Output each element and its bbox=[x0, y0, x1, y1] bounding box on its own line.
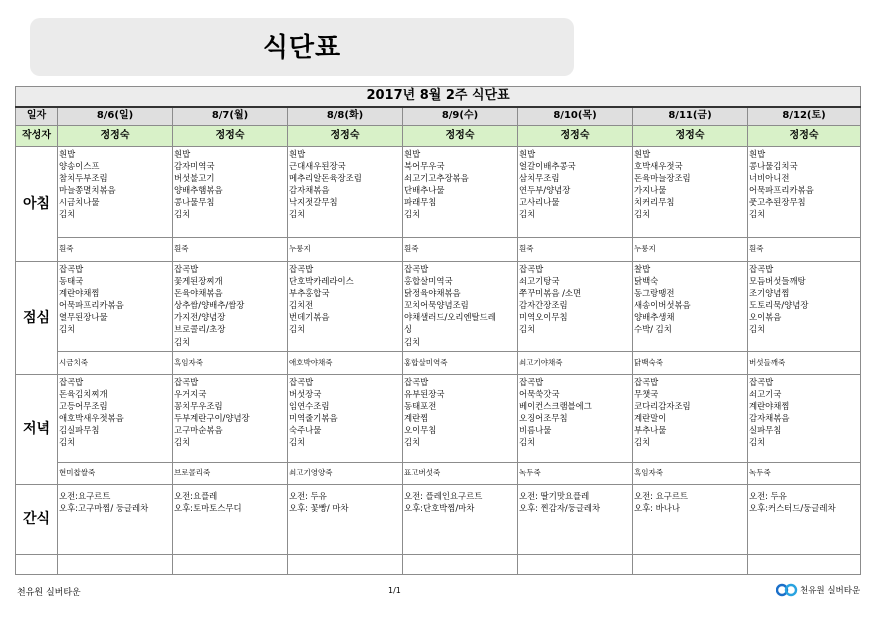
menu-item: 치커리무침 bbox=[634, 197, 675, 208]
empty-cell bbox=[288, 555, 403, 575]
menu-item: 부추나물 bbox=[634, 425, 667, 436]
menu-item: 시금치나물 bbox=[59, 197, 100, 208]
menu-item: 연두부/양념장 bbox=[519, 185, 571, 196]
day-header: 8/11(금) bbox=[633, 107, 748, 126]
menu-item: 오이무침 bbox=[404, 425, 437, 436]
menu-item: 쇠고기탕국 bbox=[519, 276, 560, 287]
writer-name: 정정숙 bbox=[403, 126, 518, 147]
menu-item: 김치 bbox=[749, 437, 766, 448]
writer-name: 정정숙 bbox=[633, 126, 748, 147]
menu-item: 찰밥 bbox=[634, 264, 651, 274]
menu-item: 계란야채찜 bbox=[59, 288, 100, 299]
menu-item: 근대새우된장국 bbox=[289, 161, 346, 172]
menu-cell bbox=[173, 375, 288, 463]
menu-item: 계란말이 bbox=[634, 413, 667, 424]
writer-name: 정정숙 bbox=[748, 126, 861, 147]
menu-item: 얼갈이배추콩국 bbox=[519, 161, 576, 172]
menu-item: 꽃게된장찌개 bbox=[174, 276, 223, 287]
menu-item: 양배추생채 bbox=[634, 312, 675, 323]
snack-cell bbox=[173, 485, 288, 555]
menu-item: 어묵쑥갓국 bbox=[519, 389, 560, 400]
menu-item: 김치 bbox=[404, 336, 421, 347]
menu-item: 고구마순볶음 bbox=[174, 425, 223, 436]
menu-item: 김치 bbox=[174, 437, 191, 448]
menu-item: 잡곡밥 bbox=[634, 377, 659, 387]
page-title-box bbox=[30, 18, 574, 76]
porridge-cell: 현미찹쌀죽 bbox=[58, 463, 173, 485]
menu-item: 양배추햄볶음 bbox=[174, 185, 223, 196]
menu-item: 두부계란구이/양념장 bbox=[174, 413, 250, 424]
porridge-cell: 닭백숙죽 bbox=[633, 352, 748, 375]
menu-item: 콩나물무침 bbox=[174, 197, 215, 208]
porridge-cell: 쇠고기야채죽 bbox=[518, 352, 633, 375]
table-title: 2017년 8월 2주 식단표 bbox=[16, 87, 861, 107]
menu-item: 단배추나물 bbox=[404, 185, 445, 196]
day-header: 8/6(일) bbox=[58, 107, 173, 126]
menu-item: 낙지젓갈무침 bbox=[289, 197, 338, 208]
menu-item: 참치두부조림 bbox=[59, 173, 108, 184]
menu-cell bbox=[288, 147, 403, 238]
menu-item: 가지나물 bbox=[634, 185, 667, 196]
writer-name: 정정숙 bbox=[173, 126, 288, 147]
menu-item: 마늘쫑멸치볶음 bbox=[59, 185, 116, 196]
empty-cell bbox=[403, 555, 518, 575]
menu-item: 오후: 찐감자/둥글레차 bbox=[519, 503, 601, 514]
menu-item: 흰밥 bbox=[289, 149, 306, 159]
day-header: 8/8(화) bbox=[288, 107, 403, 126]
menu-cell bbox=[633, 262, 748, 352]
menu-item: 잡곡밥 bbox=[289, 264, 314, 274]
menu-item: 오전:요구르트 bbox=[59, 491, 111, 501]
menu-item: 코다리감자조림 bbox=[634, 401, 691, 412]
menu-item: 흰밥 bbox=[59, 149, 76, 159]
menu-item: 양송이스프 bbox=[59, 161, 100, 172]
menu-item: 김치 bbox=[519, 209, 536, 220]
porridge-cell: 버섯들깨죽 bbox=[748, 352, 861, 375]
menu-cell bbox=[518, 262, 633, 352]
menu-item: 애호박새우젓볶음 bbox=[59, 413, 124, 424]
menu-item: 오후:고구마찜/ 둥글레차 bbox=[59, 503, 149, 514]
menu-item: 오후:토마토스무디 bbox=[174, 503, 242, 514]
menu-item: 싱 bbox=[404, 324, 413, 335]
porridge-cell: 흰죽 bbox=[403, 238, 518, 262]
menu-item: 삼치무조림 bbox=[519, 173, 560, 184]
day-header: 8/9(수) bbox=[403, 107, 518, 126]
porridge-cell: 누룽지 bbox=[633, 238, 748, 262]
menu-item: 흰밥 bbox=[174, 149, 191, 159]
menu-item: 김치 bbox=[404, 437, 421, 448]
page-title: 식단표 bbox=[262, 33, 342, 63]
menu-item: 흰밥 bbox=[634, 149, 651, 159]
menu-item: 잡곡밥 bbox=[404, 377, 429, 387]
menu-item: 숙주나물 bbox=[289, 425, 322, 436]
day-header: 8/7(월) bbox=[173, 107, 288, 126]
menu-cell bbox=[173, 147, 288, 238]
menu-item: 오전: 요구르트 bbox=[634, 491, 689, 501]
empty-cell bbox=[518, 555, 633, 575]
menu-item: 김치 bbox=[404, 209, 421, 220]
menu-item: 김치 bbox=[289, 437, 306, 448]
menu-item: 잡곡밥 bbox=[59, 377, 84, 387]
footer-logo bbox=[776, 582, 860, 598]
company-logo-icon bbox=[776, 582, 798, 598]
menu-item: 무챗국 bbox=[634, 389, 659, 400]
menu-item: 감자채볶음 bbox=[749, 413, 790, 424]
menu-item: 김치 bbox=[634, 437, 651, 448]
meal-label: 아침 bbox=[16, 147, 58, 262]
menu-cell bbox=[518, 375, 633, 463]
porridge-cell: 누룽지 bbox=[288, 238, 403, 262]
menu-item: 감자채볶음 bbox=[289, 185, 330, 196]
menu-item: 북어무우국 bbox=[404, 161, 445, 172]
menu-cell bbox=[633, 375, 748, 463]
porridge-cell: 표고버섯죽 bbox=[403, 463, 518, 485]
menu-item: 오징어조무침 bbox=[519, 413, 568, 424]
menu-table bbox=[15, 86, 861, 575]
empty-cell bbox=[633, 555, 748, 575]
menu-item: 모듬버섯들깨탕 bbox=[749, 276, 806, 287]
porridge-cell: 흰죽 bbox=[748, 238, 861, 262]
menu-item: 실파무침 bbox=[749, 425, 782, 436]
writer-name: 정정숙 bbox=[288, 126, 403, 147]
porridge-cell: 녹두죽 bbox=[518, 463, 633, 485]
menu-item: 파래무침 bbox=[404, 197, 437, 208]
menu-item: 너비아니전 bbox=[749, 173, 790, 184]
menu-item: 어묵파프리카볶음 bbox=[749, 185, 814, 196]
menu-item: 잡곡밥 bbox=[519, 377, 544, 387]
menu-item: 계란찜 bbox=[404, 413, 429, 424]
menu-item: 흰밥 bbox=[404, 149, 421, 159]
meal-label: 저녁 bbox=[16, 375, 58, 485]
menu-item: 부추홍합국 bbox=[289, 288, 330, 299]
menu-item: 오전: 플레인요구르트 bbox=[404, 491, 483, 501]
menu-item: 꼬치어묵양념조림 bbox=[404, 300, 469, 311]
menu-item: 닭정육야채볶음 bbox=[404, 288, 461, 299]
menu-item: 어묵파프리카볶음 bbox=[59, 300, 124, 311]
menu-item: 김치 bbox=[59, 324, 76, 335]
porridge-cell: 녹두죽 bbox=[748, 463, 861, 485]
menu-item: 김치 bbox=[59, 209, 76, 220]
menu-item: 수박/ 김치 bbox=[634, 324, 672, 335]
menu-item: 오후:단호박찜/마차 bbox=[404, 503, 475, 514]
footer-organization: 천유원 실버타운 bbox=[17, 588, 81, 598]
menu-item: 김치 bbox=[749, 324, 766, 335]
writer-label: 작성자 bbox=[16, 126, 58, 147]
menu-item: 야채샐러드/오리엔탈드레 bbox=[404, 312, 496, 323]
menu-item: 미역줄기볶음 bbox=[289, 413, 338, 424]
porridge-cell: 시금치죽 bbox=[58, 352, 173, 375]
porridge-cell: 흰죽 bbox=[173, 238, 288, 262]
menu-item: 돈육야채볶음 bbox=[174, 288, 223, 299]
menu-item: 유부된장국 bbox=[404, 389, 445, 400]
menu-item: 김치 bbox=[519, 437, 536, 448]
porridge-cell: 쇠고기영양죽 bbox=[288, 463, 403, 485]
menu-item: 김치 bbox=[634, 209, 651, 220]
porridge-cell: 흰죽 bbox=[518, 238, 633, 262]
empty-cell bbox=[16, 555, 58, 575]
menu-item: 오후:커스터드/둥글레차 bbox=[749, 503, 836, 514]
menu-item: 잡곡밥 bbox=[749, 264, 774, 274]
menu-cell bbox=[288, 375, 403, 463]
menu-item: 번데기볶음 bbox=[289, 312, 330, 323]
day-header: 8/10(목) bbox=[518, 107, 633, 126]
menu-item: 버섯장국 bbox=[289, 389, 322, 400]
menu-item: 김치 bbox=[519, 324, 536, 335]
menu-item: 김치 bbox=[749, 209, 766, 220]
menu-item: 열무된장나물 bbox=[59, 312, 108, 323]
snack-cell bbox=[288, 485, 403, 555]
menu-cell bbox=[748, 375, 861, 463]
date-label: 일자 bbox=[16, 107, 58, 126]
snack-cell bbox=[518, 485, 633, 555]
menu-item: 쇠고기국 bbox=[749, 389, 782, 400]
menu-item: 잡곡밥 bbox=[174, 377, 199, 387]
menu-cell bbox=[58, 147, 173, 238]
menu-item: 베이컨스크램블에그 bbox=[519, 401, 592, 412]
menu-item: 비름나물 bbox=[519, 425, 552, 436]
menu-item: 흰밥 bbox=[519, 149, 536, 159]
menu-item: 꽁치무우조림 bbox=[174, 401, 223, 412]
menu-item: 조기양념찜 bbox=[749, 288, 790, 299]
snack-cell bbox=[403, 485, 518, 555]
empty-cell bbox=[58, 555, 173, 575]
menu-item: 잡곡밥 bbox=[749, 377, 774, 387]
menu-item: 감자간장조림 bbox=[519, 300, 568, 311]
porridge-cell: 흑임자죽 bbox=[173, 352, 288, 375]
menu-item: 동태국 bbox=[59, 276, 84, 287]
menu-item: 흰밥 bbox=[749, 149, 766, 159]
menu-item: 홍합살미역국 bbox=[404, 276, 453, 287]
porridge-cell: 애호박야채죽 bbox=[288, 352, 403, 375]
menu-item: 계란야채찜 bbox=[749, 401, 790, 412]
menu-item: 감자미역국 bbox=[174, 161, 215, 172]
menu-cell bbox=[633, 147, 748, 238]
menu-item: 김치 bbox=[174, 336, 191, 347]
menu-cell bbox=[58, 375, 173, 463]
menu-cell bbox=[288, 262, 403, 352]
porridge-cell: 흰죽 bbox=[58, 238, 173, 262]
menu-item: 오전: 두유 bbox=[289, 491, 327, 501]
menu-item: 임연수조림 bbox=[289, 401, 330, 412]
menu-item: 상추쌈/양배추/쌈장 bbox=[174, 300, 245, 311]
menu-item: 브로콜리/초장 bbox=[174, 324, 226, 335]
menu-item: 김치 bbox=[174, 209, 191, 220]
menu-item: 돈육김치찌개 bbox=[59, 389, 108, 400]
menu-item: 김실파무침 bbox=[59, 425, 100, 436]
meal-label: 간식 bbox=[16, 485, 58, 555]
menu-cell bbox=[748, 262, 861, 352]
menu-item: 잡곡밥 bbox=[519, 264, 544, 274]
menu-item: 잡곡밥 bbox=[404, 264, 429, 274]
snack-cell bbox=[748, 485, 861, 555]
menu-item: 김치전 bbox=[289, 300, 314, 311]
menu-item: 김치 bbox=[289, 324, 306, 335]
menu-item: 김치 bbox=[289, 209, 306, 220]
menu-item: 콩나물김치국 bbox=[749, 161, 798, 172]
menu-item: 풋고추된장무침 bbox=[749, 197, 806, 208]
menu-item: 쭈꾸미볶음 /소면 bbox=[519, 288, 582, 299]
menu-item: 잡곡밥 bbox=[174, 264, 199, 274]
logo-text: 천유원 실버타운 bbox=[800, 586, 861, 596]
menu-item: 오후: 바나나 bbox=[634, 503, 680, 514]
porridge-cell: 흑임자죽 bbox=[633, 463, 748, 485]
writer-name: 정정숙 bbox=[518, 126, 633, 147]
menu-item: 고사리나물 bbox=[519, 197, 560, 208]
menu-item: 버섯불고기 bbox=[174, 173, 215, 184]
snack-cell bbox=[633, 485, 748, 555]
menu-cell bbox=[518, 147, 633, 238]
menu-item: 고등어무조림 bbox=[59, 401, 108, 412]
menu-cell bbox=[403, 147, 518, 238]
meal-label: 점심 bbox=[16, 262, 58, 375]
menu-item: 닭백숙 bbox=[634, 276, 659, 287]
day-header: 8/12(토) bbox=[748, 107, 861, 126]
menu-cell bbox=[748, 147, 861, 238]
menu-item: 김치 bbox=[59, 437, 76, 448]
menu-item: 단호박카레라이스 bbox=[289, 276, 354, 287]
menu-item: 오전: 두유 bbox=[749, 491, 787, 501]
menu-item: 도토리묵/양념장 bbox=[749, 300, 809, 311]
menu-item: 돈육마늘장조림 bbox=[634, 173, 691, 184]
menu-item: 잡곡밥 bbox=[59, 264, 84, 274]
menu-item: 오전: 딸기맛요플레 bbox=[519, 491, 590, 501]
porridge-cell: 브로콜리죽 bbox=[173, 463, 288, 485]
menu-item: 잡곡밥 bbox=[289, 377, 314, 387]
menu-item: 미역오이무침 bbox=[519, 312, 568, 323]
menu-item: 동그랑땡전 bbox=[634, 288, 675, 299]
writer-name: 정정숙 bbox=[58, 126, 173, 147]
menu-cell bbox=[403, 262, 518, 352]
menu-item: 오이볶음 bbox=[749, 312, 782, 323]
empty-cell bbox=[173, 555, 288, 575]
menu-item: 오후: 꽃빵/ 마차 bbox=[289, 503, 349, 514]
menu-cell bbox=[403, 375, 518, 463]
menu-item: 우거지국 bbox=[174, 389, 207, 400]
menu-item: 오전:요플레 bbox=[174, 491, 218, 501]
page-number: 1/1 bbox=[388, 586, 401, 595]
snack-cell bbox=[58, 485, 173, 555]
porridge-cell: 홍합살미역죽 bbox=[403, 352, 518, 375]
menu-item: 메추리알돈육장조림 bbox=[289, 173, 362, 184]
menu-item: 새송이버섯볶음 bbox=[634, 300, 691, 311]
empty-cell bbox=[748, 555, 861, 575]
menu-item: 쇠고기고추장볶음 bbox=[404, 173, 469, 184]
menu-item: 동태포전 bbox=[404, 401, 437, 412]
menu-item: 가지전/양념장 bbox=[174, 312, 226, 323]
menu-cell bbox=[173, 262, 288, 352]
menu-cell bbox=[58, 262, 173, 352]
menu-item: 호박새우젓국 bbox=[634, 161, 683, 172]
